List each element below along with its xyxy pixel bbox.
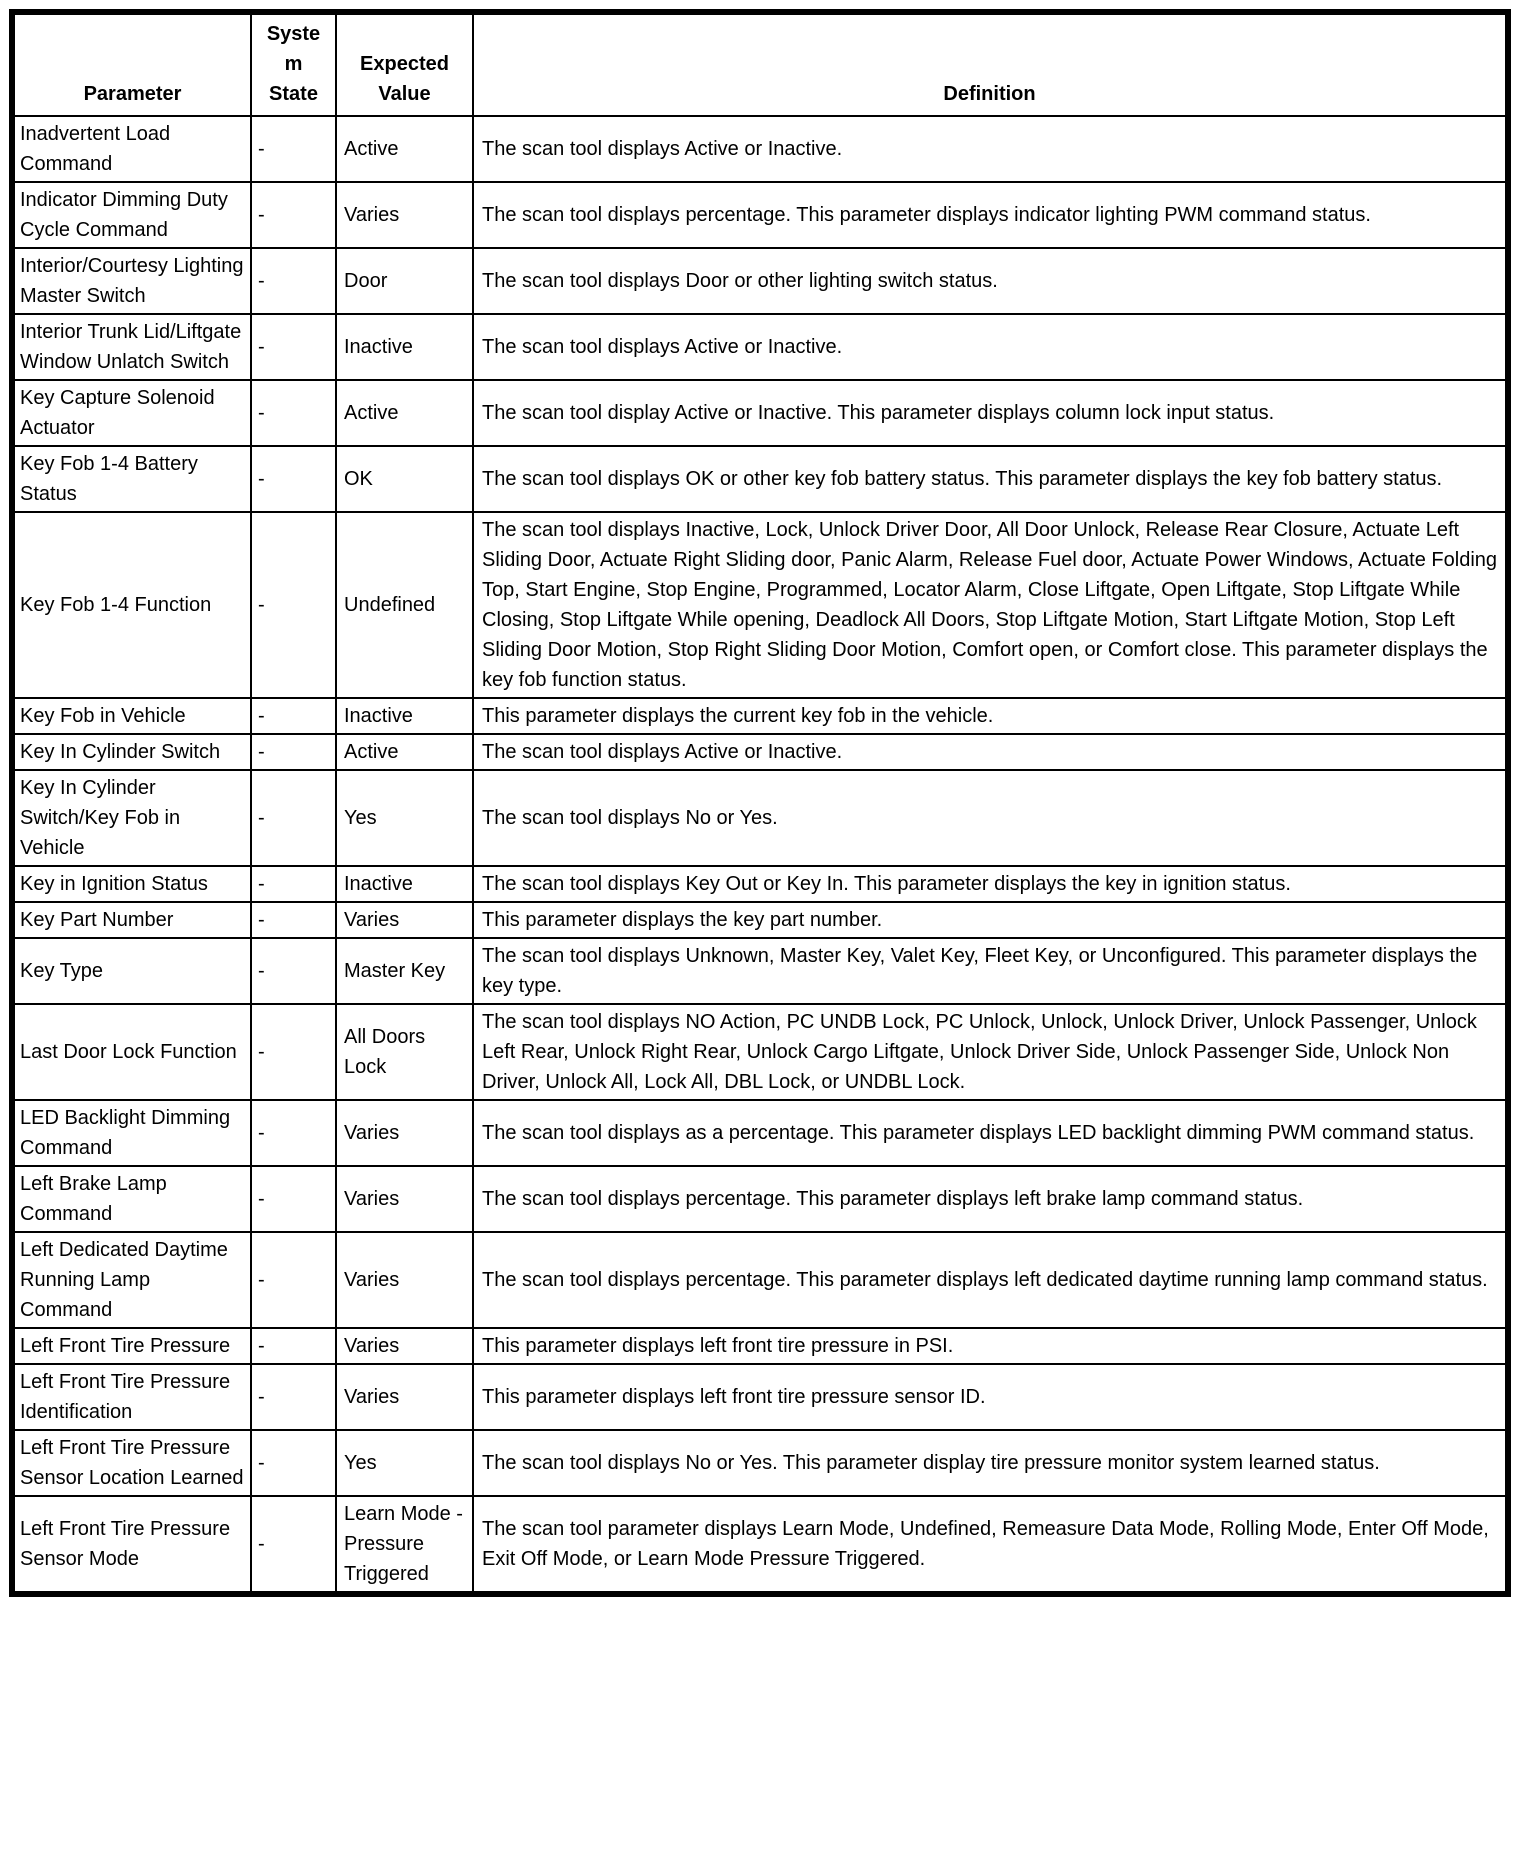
cell-definition: The scan tool displays NO Action, PC UNDB Lock, PC Unlock, Unlock, Unlock Driver, Unlock Passenger, Unlock Left Rear, Unlock Right Rear, Unlock Cargo Liftgate, Unlock Driver Side, Unlock Passenger Side, Unlock Non Driver, Unlock All, Lock All, DBL Lock, or UNDBL Lock. [473,1004,1506,1100]
col-header-parameter: Parameter [14,14,251,116]
cell-definition: The scan tool displays percentage. This parameter displays left brake lamp command status. [473,1166,1506,1232]
cell-expected-value: All Doors Lock [336,1004,473,1100]
table-row [14,116,1506,182]
cell-definition: The scan tool displays No or Yes. [473,770,1506,866]
cell-definition: The scan tool displays Active or Inactive. [473,116,1506,182]
col-header-system-state: System State [251,14,336,116]
table-row [14,1232,1506,1328]
cell-system-state: - [251,182,336,248]
cell-system-state: - [251,698,336,734]
cell-definition: The scan tool displays OK or other key fob battery status. This parameter displays the key fob battery status. [473,446,1506,512]
table-row [14,1166,1506,1232]
cell-definition: The scan tool displays as a percentage. This parameter displays LED backlight dimming PWM command status. [473,1100,1506,1166]
cell-parameter: Key Fob in Vehicle [14,698,251,734]
cell-parameter: Left Brake Lamp Command [14,1166,251,1232]
cell-parameter: LED Backlight Dimming Command [14,1100,251,1166]
cell-expected-value: Undefined [336,512,473,698]
cell-expected-value: Door [336,248,473,314]
cell-parameter: Key Fob 1-4 Function [14,512,251,698]
cell-parameter: Indicator Dimming Duty Cycle Command [14,182,251,248]
cell-expected-value: Yes [336,770,473,866]
cell-parameter: Left Front Tire Pressure Sensor Mode [14,1496,251,1592]
cell-definition: The scan tool displays No or Yes. This parameter display tire pressure monitor system learned status. [473,1430,1506,1496]
cell-definition: The scan tool displays Unknown, Master Key, Valet Key, Fleet Key, or Unconfigured. This parameter displays the key type. [473,938,1506,1004]
cell-expected-value: Inactive [336,866,473,902]
cell-system-state: - [251,902,336,938]
cell-definition: The scan tool displays percentage. This parameter displays left dedicated daytime running lamp command status. [473,1232,1506,1328]
cell-parameter: Left Dedicated Daytime Running Lamp Command [14,1232,251,1328]
cell-system-state: - [251,512,336,698]
cell-parameter: Key In Cylinder Switch/Key Fob in Vehicle [14,770,251,866]
table-row [14,938,1506,1004]
table-row [14,770,1506,866]
cell-definition: The scan tool displays Active or Inactive. [473,734,1506,770]
table-row [14,1364,1506,1430]
col-header-expected-value: Expected Value [336,14,473,116]
cell-system-state: - [251,1232,336,1328]
cell-system-state: - [251,1166,336,1232]
cell-parameter: Inadvertent Load Command [14,116,251,182]
cell-parameter: Interior Trunk Lid/Liftgate Window Unlatch Switch [14,314,251,380]
cell-parameter: Left Front Tire Pressure Sensor Location Learned [14,1430,251,1496]
cell-definition: This parameter displays left front tire pressure in PSI. [473,1328,1506,1364]
cell-expected-value: Varies [336,1232,473,1328]
cell-definition: This parameter displays the key part number. [473,902,1506,938]
cell-expected-value: Varies [336,1364,473,1430]
cell-definition: The scan tool displays percentage. This parameter displays indicator lighting PWM command status. [473,182,1506,248]
header-row [14,14,1506,116]
table-row [14,866,1506,902]
cell-expected-value: Varies [336,1100,473,1166]
cell-parameter: Last Door Lock Function [14,1004,251,1100]
cell-definition: This parameter displays left front tire pressure sensor ID. [473,1364,1506,1430]
cell-parameter: Key Part Number [14,902,251,938]
cell-system-state: - [251,938,336,1004]
cell-expected-value: Varies [336,902,473,938]
cell-parameter: Left Front Tire Pressure [14,1328,251,1364]
cell-expected-value: Varies [336,1166,473,1232]
cell-definition: This parameter displays the current key fob in the vehicle. [473,698,1506,734]
table-row [14,902,1506,938]
cell-parameter: Key Capture Solenoid Actuator [14,380,251,446]
cell-system-state: - [251,866,336,902]
cell-system-state: - [251,380,336,446]
cell-definition: The scan tool displays Inactive, Lock, Unlock Driver Door, All Door Unlock, Release Rear Closure, Actuate Left Sliding Door, Actuate Right Sliding door, Panic Alarm, Release Fuel door, Actuate Power Windows, Actuate Folding Top, Start Engine, Stop Engine, Programmed, Locator Alarm, Close Liftgate, Open Liftgate, Stop Liftgate While Closing, Stop Liftgate While opening, Deadlock All Doors, Stop Liftgate Motion, Start Liftgate Motion, Stop Left Sliding Door Motion, Stop Right Sliding Door Motion, Comfort open, or Comfort close. This parameter displays the key fob function status. [473,512,1506,698]
cell-system-state: - [251,446,336,512]
cell-expected-value: Learn Mode - Pressure Triggered [336,1496,473,1592]
table-row [14,1328,1506,1364]
table-row [14,512,1506,698]
cell-system-state: - [251,314,336,380]
cell-system-state: - [251,1364,336,1430]
table-row [14,734,1506,770]
cell-expected-value: Active [336,380,473,446]
cell-system-state: - [251,1100,336,1166]
table-row [14,248,1506,314]
cell-parameter: Key Fob 1-4 Battery Status [14,446,251,512]
cell-expected-value: Varies [336,1328,473,1364]
cell-system-state: - [251,734,336,770]
table-body [14,116,1506,1592]
table-row [14,314,1506,380]
cell-definition: The scan tool parameter displays Learn Mode, Undefined, Remeasure Data Mode, Rolling Mode, Enter Off Mode, Exit Off Mode, or Learn Mode Pressure Triggered. [473,1496,1506,1592]
cell-expected-value: Varies [336,182,473,248]
cell-parameter: Key In Cylinder Switch [14,734,251,770]
cell-definition: The scan tool displays Active or Inactive. [473,314,1506,380]
cell-system-state: - [251,770,336,866]
cell-parameter: Key in Ignition Status [14,866,251,902]
table-frame [9,9,1511,1597]
col-header-definition: Definition [473,14,1506,116]
table-row [14,1430,1506,1496]
table-row [14,380,1506,446]
cell-parameter: Interior/Courtesy Lighting Master Switch [14,248,251,314]
cell-system-state: - [251,1496,336,1592]
table-row [14,182,1506,248]
table-row [14,1004,1506,1100]
cell-definition: The scan tool displays Door or other lighting switch status. [473,248,1506,314]
cell-expected-value: Active [336,116,473,182]
cell-definition: The scan tool displays Key Out or Key In. This parameter displays the key in ignition status. [473,866,1506,902]
cell-parameter: Key Type [14,938,251,1004]
cell-expected-value: Active [336,734,473,770]
table-row [14,1100,1506,1166]
table-row [14,698,1506,734]
cell-system-state: - [251,248,336,314]
cell-system-state: - [251,1328,336,1364]
cell-expected-value: OK [336,446,473,512]
cell-system-state: - [251,1430,336,1496]
parameter-table [13,13,1507,1593]
cell-expected-value: Inactive [336,314,473,380]
cell-expected-value: Yes [336,1430,473,1496]
cell-system-state: - [251,116,336,182]
cell-expected-value: Master Key [336,938,473,1004]
cell-parameter: Left Front Tire Pressure Identification [14,1364,251,1430]
cell-system-state: - [251,1004,336,1100]
table-row [14,1496,1506,1592]
cell-definition: The scan tool display Active or Inactive. This parameter displays column lock input status. [473,380,1506,446]
table-row [14,446,1506,512]
cell-expected-value: Inactive [336,698,473,734]
